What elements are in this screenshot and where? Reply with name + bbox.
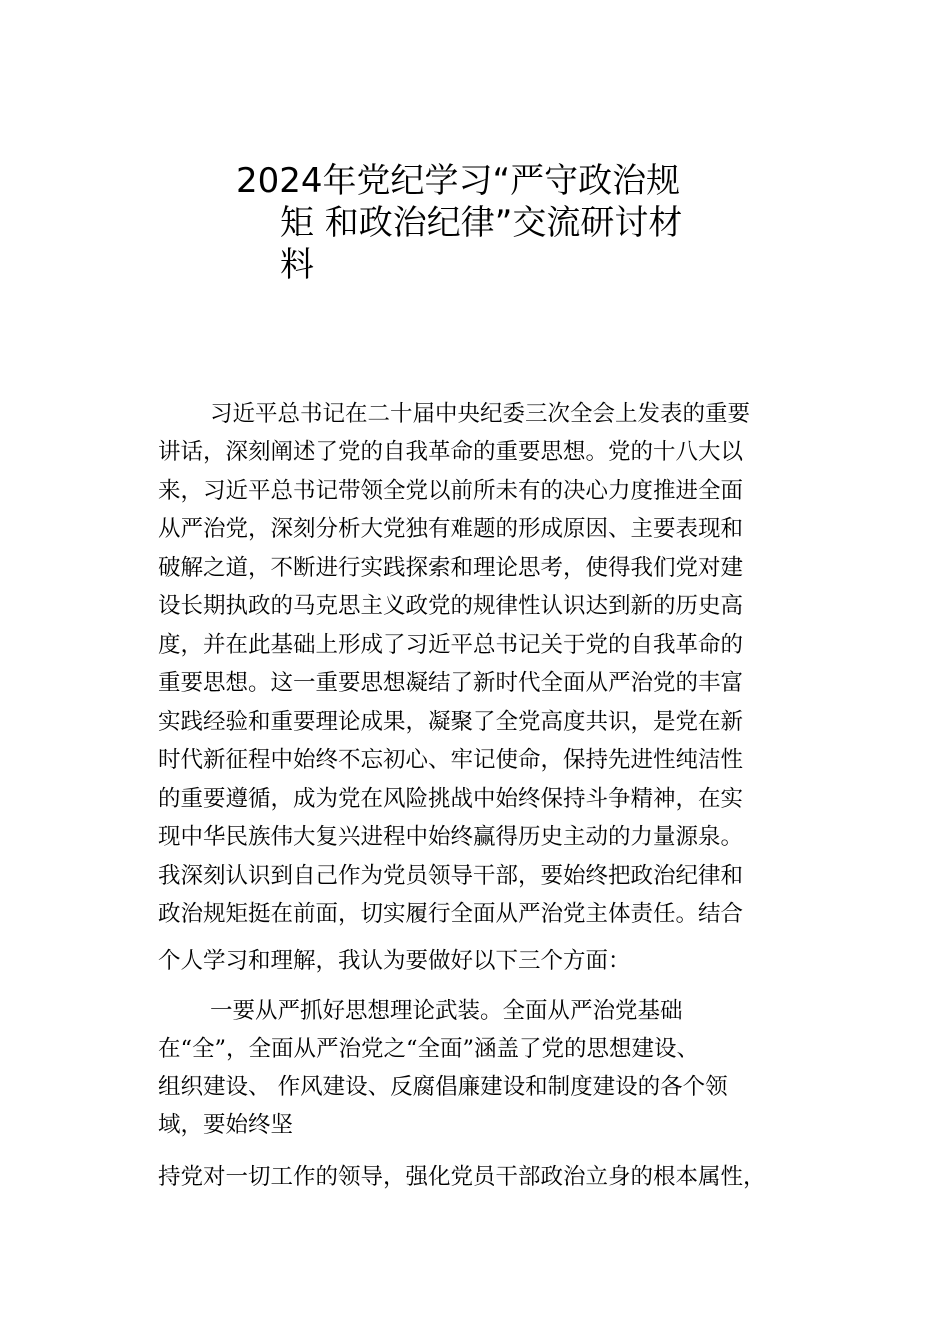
- document-title: [236, 160, 736, 286]
- title-line-3: 料: [280, 245, 314, 285]
- paragraph-1-line-7: 度，并在此基础上形成了习近平总书记关于党的自我革命的: [158, 632, 744, 658]
- paragraph-1-line-4: 从严治党，深刻分析大党独有难题的形成原因、主要表现和: [158, 516, 744, 542]
- paragraph-1-line-9: 实践经验和重要理论成果，凝聚了全党高度共识，是党在新: [158, 709, 744, 735]
- paragraph-1-line-2: 讲话，深刻阐述了党的自我革命的重要思想。党的十八大以: [158, 439, 744, 465]
- paragraph-1-line-5: 破解之道，不断进行实践探索和理论思考，使得我们党对建: [158, 555, 744, 581]
- title-line-1: 2024年党纪学习“严守政治规: [236, 161, 681, 201]
- paragraph-2-line-2: 在“全”，全面从严治党之“全面”涵盖了党的思想建设、: [158, 1036, 700, 1062]
- paragraph-1-line-6: 设长期执政的马克思主义政党的规律性认识达到新的历史高: [158, 593, 744, 619]
- paragraph-2-line-5: 持党对一切工作的领导，强化党员干部政治立身的根本属性，: [158, 1164, 766, 1190]
- paragraph-1-line-13: 我深刻认识到自己作为党员领导干部，要始终把政治纪律和: [158, 863, 744, 889]
- paragraph-1-line-12: 现中华民族伟大复兴进程中始终赢得历史主动的力量源泉。: [158, 824, 744, 850]
- paragraph-1-line-10: 时代新征程中始终不忘初心、牢记使命，保持先进性纯洁性: [158, 747, 744, 773]
- paragraph-2-line-4: 域，要始终坚: [158, 1112, 294, 1138]
- paragraph-1-line-8: 重要思想。这一重要思想凝结了新时代全面从严治党的丰富: [158, 670, 744, 696]
- paragraph-2-line-3: 组织建设、 作风建设、反腐倡廉建设和制度建设的各个领: [158, 1074, 728, 1100]
- title-line-2: 矩 和政治纪律”交流研讨材: [280, 203, 683, 243]
- paragraph-1-line-14: 政治规矩挺在前面，切实履行全面从严治党主体责任。结合: [158, 901, 744, 927]
- paragraph-1-line-11: 的重要遵循，成为党在风险挑战中始终保持斗争精神，在实: [158, 786, 744, 812]
- paragraph-2-line-1: 一要从严抓好思想理论武装。全面从严治党基础: [210, 998, 683, 1024]
- paragraph-1-line-3: 来，习近平总书记带领全党以前所未有的决心力度推进全面: [158, 478, 744, 504]
- paragraph-1-line-1: 习近平总书记在二十届中央纪委三次全会上发表的重要: [210, 401, 751, 427]
- paragraph-1-line-15: 个人学习和理解，我认为要做好以下三个方面：: [158, 948, 631, 974]
